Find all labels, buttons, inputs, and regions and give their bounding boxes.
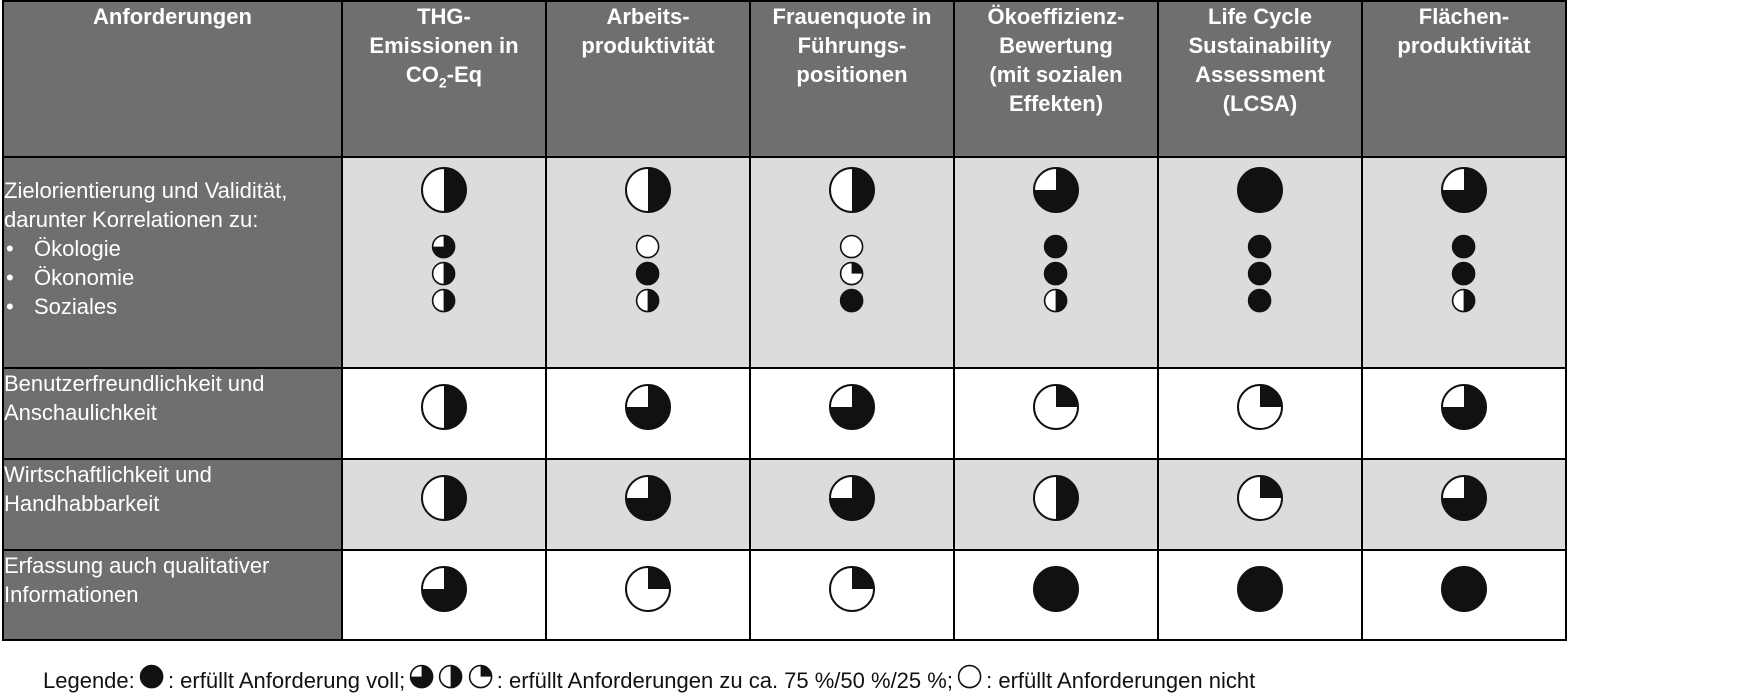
rating-harvey-ball-icon: [1236, 383, 1284, 431]
correlation-ratings: [955, 234, 1157, 314]
rating-harvey-ball-icon: [624, 166, 672, 214]
correlation-harvey-ball-icon: [635, 234, 660, 259]
correlation-harvey-ball-icon: [1247, 234, 1272, 259]
rating-cell: [342, 459, 546, 550]
column-header-line: (LCSA): [1222, 91, 1298, 116]
rating-cell: [1362, 550, 1566, 640]
rating-cell: [1158, 459, 1362, 550]
harvey-ball-fill: [852, 567, 874, 589]
rating-harvey-ball-icon: [1440, 565, 1488, 613]
harvey-ball-fill: [444, 385, 466, 429]
column-header-line: THG-: [417, 4, 471, 29]
harvey-ball-outline: [1034, 567, 1078, 611]
rating-cell: [750, 368, 954, 459]
rating-cell: [1362, 157, 1566, 368]
rating-cell: [954, 157, 1158, 368]
correlation-harvey-ball-icon: [1043, 288, 1068, 313]
row-label-line: Informationen: [4, 582, 139, 607]
rating-harvey-ball-icon: [420, 565, 468, 613]
legend-empty-circle-icon: [957, 664, 982, 697]
column-header-line: Führungs-: [797, 33, 907, 58]
harvey-ball-outline: [1249, 263, 1271, 285]
rating-harvey-ball-icon: [828, 166, 876, 214]
correlation-harvey-ball-icon: [1247, 261, 1272, 286]
rating-harvey-ball-icon: [828, 474, 876, 522]
rating-harvey-ball-icon: [1236, 166, 1284, 214]
column-header-thg: [342, 1, 546, 157]
correlation-item-oekologie: • Ökologie: [4, 234, 341, 263]
harvey-ball-fill: [648, 168, 670, 212]
harvey-ball-fill: [1056, 385, 1078, 407]
harvey-ball-fill: [444, 263, 455, 285]
harvey-ball-fill: [1056, 476, 1078, 520]
rating-cell: [1362, 459, 1566, 550]
column-header-line: produktivität: [1397, 33, 1531, 58]
legend-harvey-ball-glyph: [468, 664, 493, 689]
legend-harvey-ball-glyph: [409, 664, 434, 689]
legend-full-text: : erfüllt Anforderung voll;: [167, 667, 406, 693]
legend-none-text: : erfüllt Anforderungen nicht: [986, 667, 1256, 693]
row-label-line: Zielorientierung und Validität,: [4, 178, 288, 203]
column-header-line: produktivität: [581, 33, 715, 58]
row-label-line: Benutzerfreundlichkeit und: [4, 371, 265, 396]
header-row: [3, 1, 1566, 157]
legend-full-circle-icon: [139, 664, 164, 697]
column-header-line: Assessment: [1195, 62, 1325, 87]
rating-harvey-ball-icon: [420, 166, 468, 214]
harvey-ball-fill: [444, 168, 466, 212]
rating-cell: [1158, 550, 1362, 640]
harvey-ball-outline: [140, 666, 162, 688]
rating-harvey-ball-icon: [420, 383, 468, 431]
matrix-row-zielorientierung: [3, 157, 1566, 368]
column-header-line: Emissionen in: [369, 33, 519, 58]
legend-harvey-ball-glyph: [438, 664, 463, 689]
harvey-ball-fill: [648, 290, 659, 312]
column-header-line: positionen: [796, 62, 908, 87]
correlation-list: [4, 234, 341, 321]
harvey-ball-outline: [1453, 236, 1475, 258]
correlation-ratings: [1363, 234, 1565, 314]
corner-header: Anforderungen: [3, 1, 342, 157]
harvey-ball-fill: [852, 168, 874, 212]
rating-cell: [342, 368, 546, 459]
harvey-ball-fill: [1056, 290, 1067, 312]
column-header-oekoeffizienz: [954, 1, 1158, 157]
rating-cell: [1158, 157, 1362, 368]
rating-harvey-ball-icon: [1032, 565, 1080, 613]
harvey-ball-fill: [444, 290, 455, 312]
rating-harvey-ball-icon: [624, 383, 672, 431]
correlation-harvey-ball-icon: [839, 234, 864, 259]
rating-harvey-ball-icon: [828, 383, 876, 431]
rating-cell: [1158, 368, 1362, 459]
harvey-ball-fill: [451, 666, 462, 688]
harvey-ball-outline: [1249, 290, 1271, 312]
rating-cell: [1362, 368, 1566, 459]
correlation-harvey-ball-icon: [839, 261, 864, 286]
correlation-harvey-ball-icon: [431, 261, 456, 286]
row-label-line: darunter Korrelationen zu:: [4, 207, 259, 232]
column-header-lcsa: [1158, 1, 1362, 157]
column-header-line: Flächen-: [1418, 4, 1510, 29]
correlation-harvey-ball-icon: [839, 288, 864, 313]
harvey-ball-fill: [852, 263, 863, 274]
rating-harvey-ball-icon: [1440, 383, 1488, 431]
rating-harvey-ball-icon: [1032, 474, 1080, 522]
column-header-line: Frauenquote in: [772, 4, 932, 29]
correlation-item-oekonomie: • Ökonomie: [4, 263, 341, 292]
row-label-line: Handhabbarkeit: [4, 491, 160, 516]
correlation-harvey-ball-icon: [635, 288, 660, 313]
harvey-ball-outline: [1442, 567, 1486, 611]
harvey-ball-outline: [1249, 236, 1271, 258]
legend-harvey-ball-glyph: [957, 664, 982, 689]
correlation-ratings: [547, 234, 749, 314]
harvey-ball-outline: [1045, 263, 1067, 285]
harvey-ball-fill: [1260, 385, 1282, 407]
column-header-formula: $CO_2-Eq$: [405, 62, 483, 91]
rating-harvey-ball-icon: [1440, 166, 1488, 214]
rating-harvey-ball-icon: [624, 565, 672, 613]
harvey-ball-outline: [1238, 567, 1282, 611]
harvey-ball-outline: [959, 666, 981, 688]
rating-harvey-ball-icon: [828, 565, 876, 613]
legend-75-circle-icon: [409, 664, 434, 697]
row-label-zielorientierung: [3, 157, 342, 368]
harvey-ball-fill: [1260, 476, 1282, 498]
rating-cell: [750, 459, 954, 550]
rating-cell: [750, 157, 954, 368]
correlation-ratings: [1159, 234, 1361, 314]
rating-cell: [546, 368, 750, 459]
matrix-row-wirtschaftlichkeit: [3, 459, 1566, 550]
harvey-ball-fill: [648, 567, 670, 589]
rating-harvey-ball-icon: [1236, 565, 1284, 613]
row-label-line: Erfassung auch qualitativer: [4, 553, 270, 578]
row-label-line: Wirtschaftlichkeit und: [4, 462, 212, 487]
correlation-harvey-ball-icon: [431, 234, 456, 259]
harvey-ball-outline: [1045, 236, 1067, 258]
row-label-benutzerfreundlichkeit: [3, 368, 342, 459]
correlation-ratings: [343, 234, 545, 314]
legend-harvey-ball-glyph: [139, 664, 164, 689]
row-label-erfassung: [3, 550, 342, 640]
harvey-ball-outline: [1453, 263, 1475, 285]
correlation-harvey-ball-icon: [635, 261, 660, 286]
row-label-line: Anschaulichkeit: [4, 400, 157, 425]
rating-cell: [546, 157, 750, 368]
rating-cell: [546, 459, 750, 550]
rating-harvey-ball-icon: [1032, 166, 1080, 214]
correlation-harvey-ball-icon: [1043, 234, 1068, 259]
rating-harvey-ball-icon: [1440, 474, 1488, 522]
legend-prefix: Legende:: [43, 667, 135, 693]
rating-cell: [750, 550, 954, 640]
harvey-ball-outline: [841, 290, 863, 312]
column-header-line: (mit sozialen: [989, 62, 1123, 87]
rating-harvey-ball-icon: [624, 474, 672, 522]
matrix-row-benutzerfreundlichkeit: [3, 368, 1566, 459]
rating-harvey-ball-icon: [1236, 474, 1284, 522]
row-label-wirtschaftlichkeit: [3, 459, 342, 550]
matrix-row-erfassung: [3, 550, 1566, 640]
rating-cell: [954, 459, 1158, 550]
rating-cell: [954, 368, 1158, 459]
column-header-line: Effekten): [1008, 91, 1104, 116]
harvey-ball-outline: [637, 236, 659, 258]
correlation-harvey-ball-icon: [1043, 261, 1068, 286]
legend-50-circle-icon: [438, 664, 463, 697]
harvey-ball-outline: [637, 263, 659, 285]
rating-cell: [954, 550, 1158, 640]
correlation-harvey-ball-icon: [1451, 261, 1476, 286]
legend: [43, 664, 1255, 697]
rating-harvey-ball-icon: [420, 474, 468, 522]
column-header-line: Ökoeffizienz-: [987, 4, 1125, 29]
rating-cell: [342, 550, 546, 640]
column-header-flaechenproduktivitaet: [1362, 1, 1566, 157]
column-header-frauenquote: [750, 1, 954, 157]
harvey-ball-outline: [1238, 168, 1282, 212]
correlation-ratings: [751, 234, 953, 314]
correlation-harvey-ball-icon: [1451, 234, 1476, 259]
harvey-ball-fill: [1464, 290, 1475, 312]
legend-partial-text: : erfüllt Anforderungen zu ca. 75 %/50 %/25 %;: [496, 667, 953, 693]
column-header-arbeitsproduktivitaet: [546, 1, 750, 157]
harvey-ball-fill: [444, 476, 466, 520]
correlation-harvey-ball-icon: [1451, 288, 1476, 313]
harvey-ball-fill: [480, 666, 491, 677]
correlation-harvey-ball-icon: [431, 288, 456, 313]
legend-25-circle-icon: [468, 664, 493, 697]
column-header-line: Sustainability: [1188, 33, 1332, 58]
correlation-item-soziales: • Soziales: [4, 292, 341, 321]
rating-cell: [546, 550, 750, 640]
column-header-line: Bewertung: [999, 33, 1113, 58]
correlation-harvey-ball-icon: [1247, 288, 1272, 313]
rating-harvey-ball-icon: [1032, 383, 1080, 431]
requirements-matrix-table: [2, 0, 1567, 641]
harvey-ball-outline: [841, 236, 863, 258]
rating-cell: [342, 157, 546, 368]
column-header-line: Arbeits-: [606, 4, 690, 29]
column-header-line: Life Cycle: [1208, 4, 1312, 29]
